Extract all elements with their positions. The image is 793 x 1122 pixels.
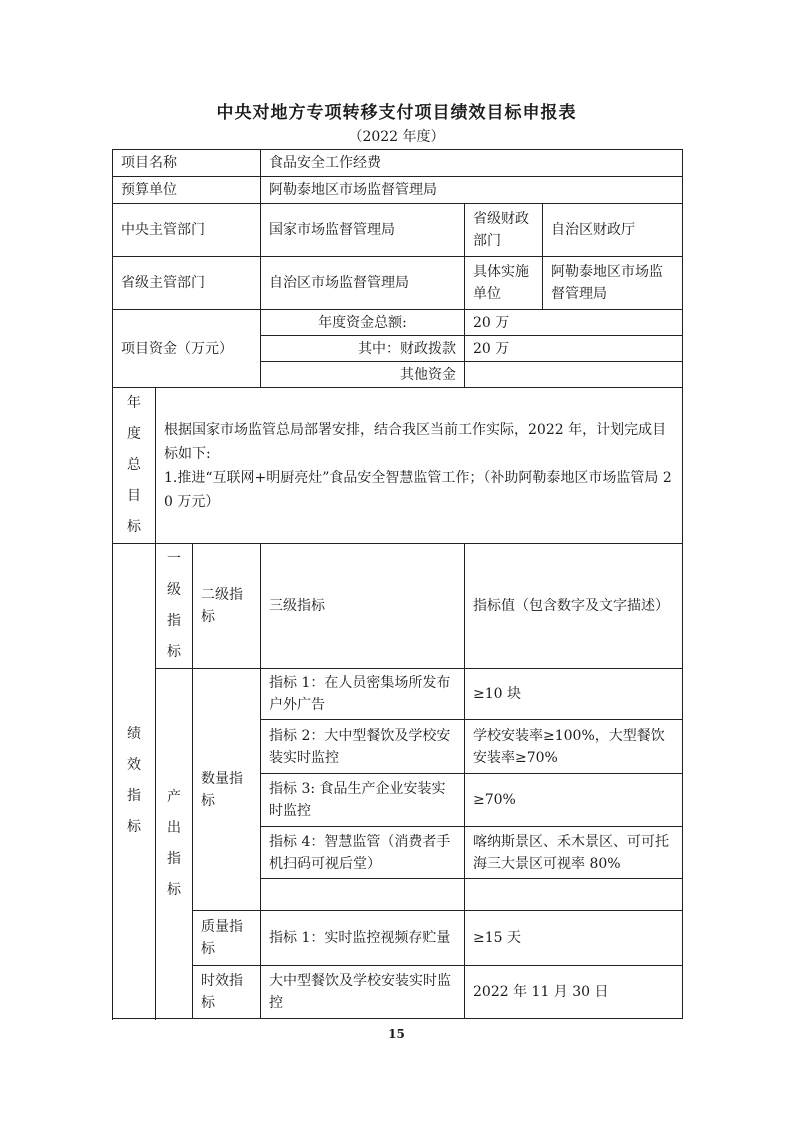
- indicator-name: 指标 2：大中型餐饮及学校安装实时监控: [261, 720, 465, 774]
- indicator-name: 指标 4：智慧监管（消费者手机扫码可视后堂）: [261, 827, 465, 879]
- document-title: 中央对地方专项转移支付项目绩效目标申报表: [216, 103, 577, 123]
- indicator-value: 学校安装率≥100%，大型餐饮安装率≥70%: [465, 720, 683, 774]
- funds-fiscal-value: 20 万: [465, 336, 683, 362]
- prov-dept-value: 自治区市场监督管理局: [261, 257, 465, 310]
- header-value: 指标值（包含数字及文字描述）: [465, 544, 683, 669]
- prov-dept-label: 省级主管部门: [113, 257, 261, 310]
- document-year: （2022 年度）: [348, 129, 445, 145]
- budget-unit-value: 阿勒泰地区市场监督管理局: [261, 177, 683, 204]
- funds-fiscal-label: 其中：财政拨款: [261, 336, 465, 362]
- indicator-value: 2022 年 11 月 30 日: [465, 966, 683, 1019]
- annual-goal-text: [156, 388, 683, 544]
- annual-goal-label: 年度总目标: [113, 388, 156, 544]
- indicator-name: 大中型餐饮及学校安装实时监控: [261, 966, 465, 1019]
- indicator-value: 喀纳斯景区、禾木景区、可可托海三大景区可视率 80%: [465, 827, 683, 879]
- impl-unit-label: 具体实施单位: [465, 257, 543, 310]
- indicator-value: ≥15 天: [465, 911, 683, 966]
- funds-total-value: 20 万: [465, 310, 683, 336]
- project-name-label: 项目名称: [113, 150, 261, 177]
- header-level3: 三级指标: [261, 544, 465, 669]
- header-level1: 一级指标: [156, 544, 193, 669]
- annual-goal-line: 根据国家市场监管总局部署安排，结合我区当前工作实际，2022 年，计划完成目标如下:: [164, 421, 667, 462]
- indicator-name: [261, 879, 465, 911]
- indicator-value: [465, 879, 683, 911]
- page-number: 15: [388, 1027, 405, 1041]
- performance-goal-form: [112, 149, 683, 1019]
- timeliness-indicators-label: 时效指标: [193, 966, 261, 1019]
- quantity-indicators-label: 数量指标: [193, 669, 261, 911]
- central-dept-value: 国家市场监督管理局: [261, 204, 465, 257]
- header-level2: 二级指标: [193, 544, 261, 669]
- indicator-name: 指标 1：实时监控视频存贮量: [261, 911, 465, 966]
- indicator-value: ≥10 块: [465, 669, 683, 720]
- output-indicators-label: 产出指标: [156, 669, 193, 1019]
- indicator-name: 指标 3: 食品生产企业安装实时监控: [261, 774, 465, 827]
- annual-goal-item: 1.推进“互联网+明厨亮灶”食品安全智慧监管工作；（补助阿勒泰地区市场监管局 20 万元）: [164, 469, 672, 510]
- funds-total-label: 年度资金总额:: [261, 310, 465, 336]
- budget-unit-label: 预算单位: [113, 177, 261, 204]
- funds-other-value: [465, 362, 683, 388]
- project-name-value: 食品安全工作经费: [261, 150, 683, 177]
- central-dept-label: 中央主管部门: [113, 204, 261, 257]
- quality-indicators-label: 质量指标: [193, 911, 261, 966]
- prov-finance-label: 省级财政部门: [465, 204, 543, 257]
- indicator-value: ≥70%: [465, 774, 683, 827]
- indicators-section-label: 绩效指标: [113, 544, 156, 1019]
- funds-other-label: 其他资金: [261, 362, 465, 388]
- indicator-name: 指标 1：在人员密集场所发布户外广告: [261, 669, 465, 720]
- prov-finance-value: 自治区财政厅: [543, 204, 683, 257]
- impl-unit-value: 阿勒泰地区市场监督管理局: [543, 257, 683, 310]
- funds-label: 项目资金（万元）: [113, 310, 261, 388]
